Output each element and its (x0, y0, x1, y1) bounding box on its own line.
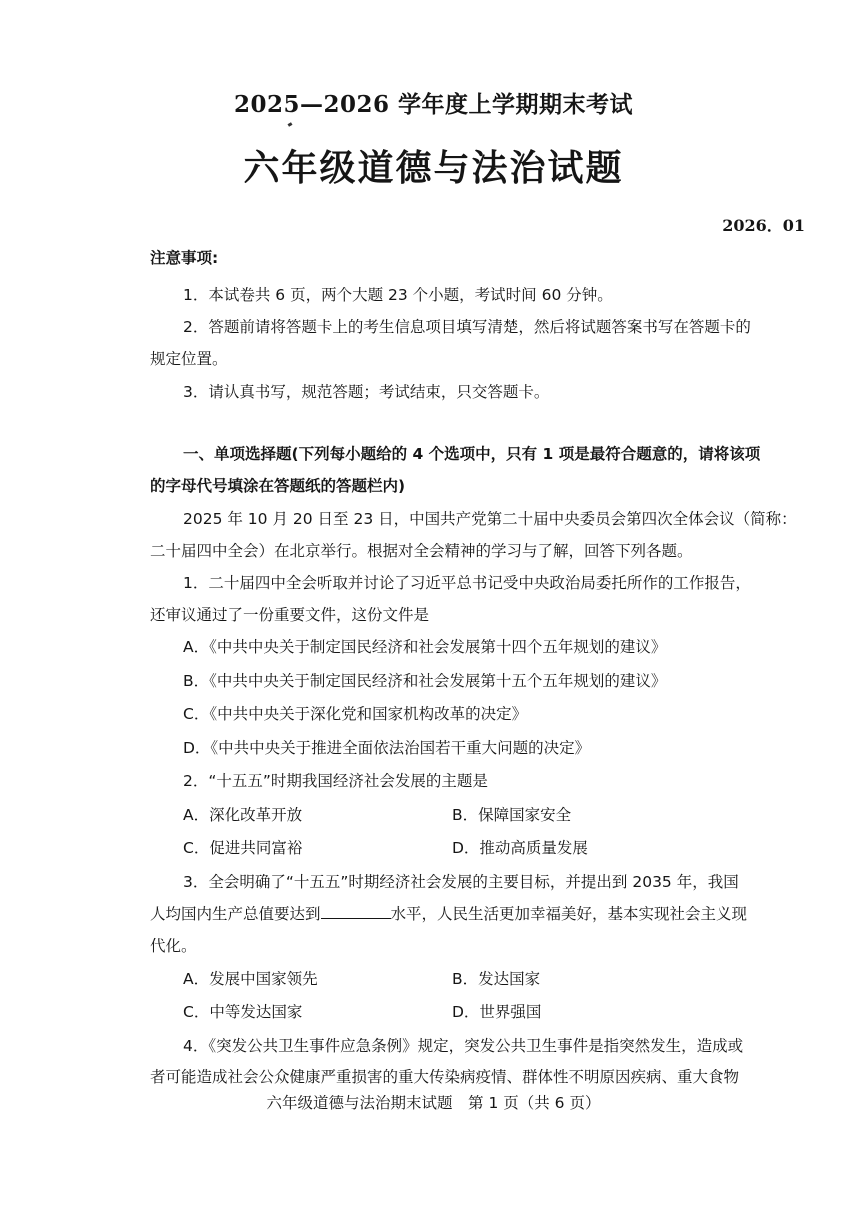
q3-stem-line-3: 代化。 (150, 937, 197, 955)
q2-option-c: C．促进共同富裕 (183, 839, 303, 857)
q1-option-a: A．《中共中央关于制定国民经济和社会发展第十四个五年规划的建议》 (183, 638, 667, 656)
notice-item-1: 1．本试卷共 6 页，两个大题 23 个小题，考试时间 60 分钟。 (183, 286, 613, 304)
notice-item-2-line-1: 2．答题前请将答题卡上的考生信息项目填写清楚，然后将试题答案书写在答题卡的 (183, 318, 751, 336)
q2-option-a: A．深化改革开放 (183, 806, 303, 824)
section-1-intro-line-2: 二十届四中全会）在北京举行。根据对全会精神的学习与了解，回答下列各题。 (150, 542, 693, 560)
q2-option-b: B．保障国家安全 (452, 806, 572, 824)
section-1-heading-line-2: 的字母代号填涂在答题纸的答题栏内) (150, 477, 406, 495)
notice-item-3: 3．请认真书写，规范答题；考试结束，只交答题卡。 (183, 383, 550, 401)
q2-stem: 2．“十五五”时期我国经济社会发展的主题是 (183, 772, 488, 790)
section-1-heading-line-1: 一、单项选择题(下列每小题给的 4 个选项中，只有 1 项是最符合题意的，请将该项 (183, 445, 761, 463)
q4-stem-line-2: 者可能造成社会公众健康严重损害的重大传染病疫情、群体性不明原因疾病、重大食物 (150, 1068, 740, 1086)
q3-option-b: B．发达国家 (452, 970, 541, 988)
q1-option-c: C．《中共中央关于深化党和国家机构改革的决定》 (183, 705, 528, 723)
q1-option-d: D．《中共中央关于推进全面依法治国若干重大问题的决定》 (183, 739, 591, 757)
exam-title: 2025—2026 学年度上学期期末考试 (233, 91, 634, 118)
q3-stem-line-2-pre: 人均国内生产总值要达到 (150, 905, 321, 923)
scan-speck (288, 122, 293, 127)
q3-stem-line-2 (150, 903, 747, 925)
q1-option-b: B．《中共中央关于制定国民经济和社会发展第十五个五年规划的建议》 (183, 672, 667, 690)
q4-stem-line-1: 4．《突发公共卫生事件应急条例》规定，突发公共卫生事件是指突然发生，造成或 (183, 1037, 744, 1055)
section-1-intro-line-1: 2025 年 10 月 20 日至 23 日，中国共产党第二十届中央委员会第四次全体会议（简称： (183, 510, 797, 528)
answer-blank (321, 904, 391, 919)
page-footer: 六年级道德与法治期末试题 第 1 页（共 6 页） (266, 1094, 601, 1112)
notice-item-2-line-2: 规定位置。 (150, 350, 228, 368)
q3-option-d: D．世界强国 (452, 1003, 542, 1021)
q1-stem-line-1: 1．二十届四中全会听取并讨论了习近平总书记受中央政治局委托所作的工作报告， (183, 574, 751, 592)
q2-option-d: D．推动高质量发展 (452, 839, 588, 857)
q1-stem-line-2: 还审议通过了一份重要文件，这份文件是 (150, 606, 430, 624)
q3-option-c: C．中等发达国家 (183, 1003, 303, 1021)
exam-date: 2026．01 (722, 216, 805, 235)
q3-stem-line-1: 3．全会明确了“十五五”时期经济社会发展的主要目标，并提出到 2035 年，我国 (183, 873, 739, 891)
notice-heading: 注意事项: (150, 249, 219, 267)
q3-stem-line-2-post: 水平，人民生活更加幸福美好，基本实现社会主义现 (390, 905, 748, 923)
subject-title: 六年级道德与法治试题 (243, 147, 624, 189)
q3-option-a: A．发展中国家领先 (183, 970, 318, 988)
